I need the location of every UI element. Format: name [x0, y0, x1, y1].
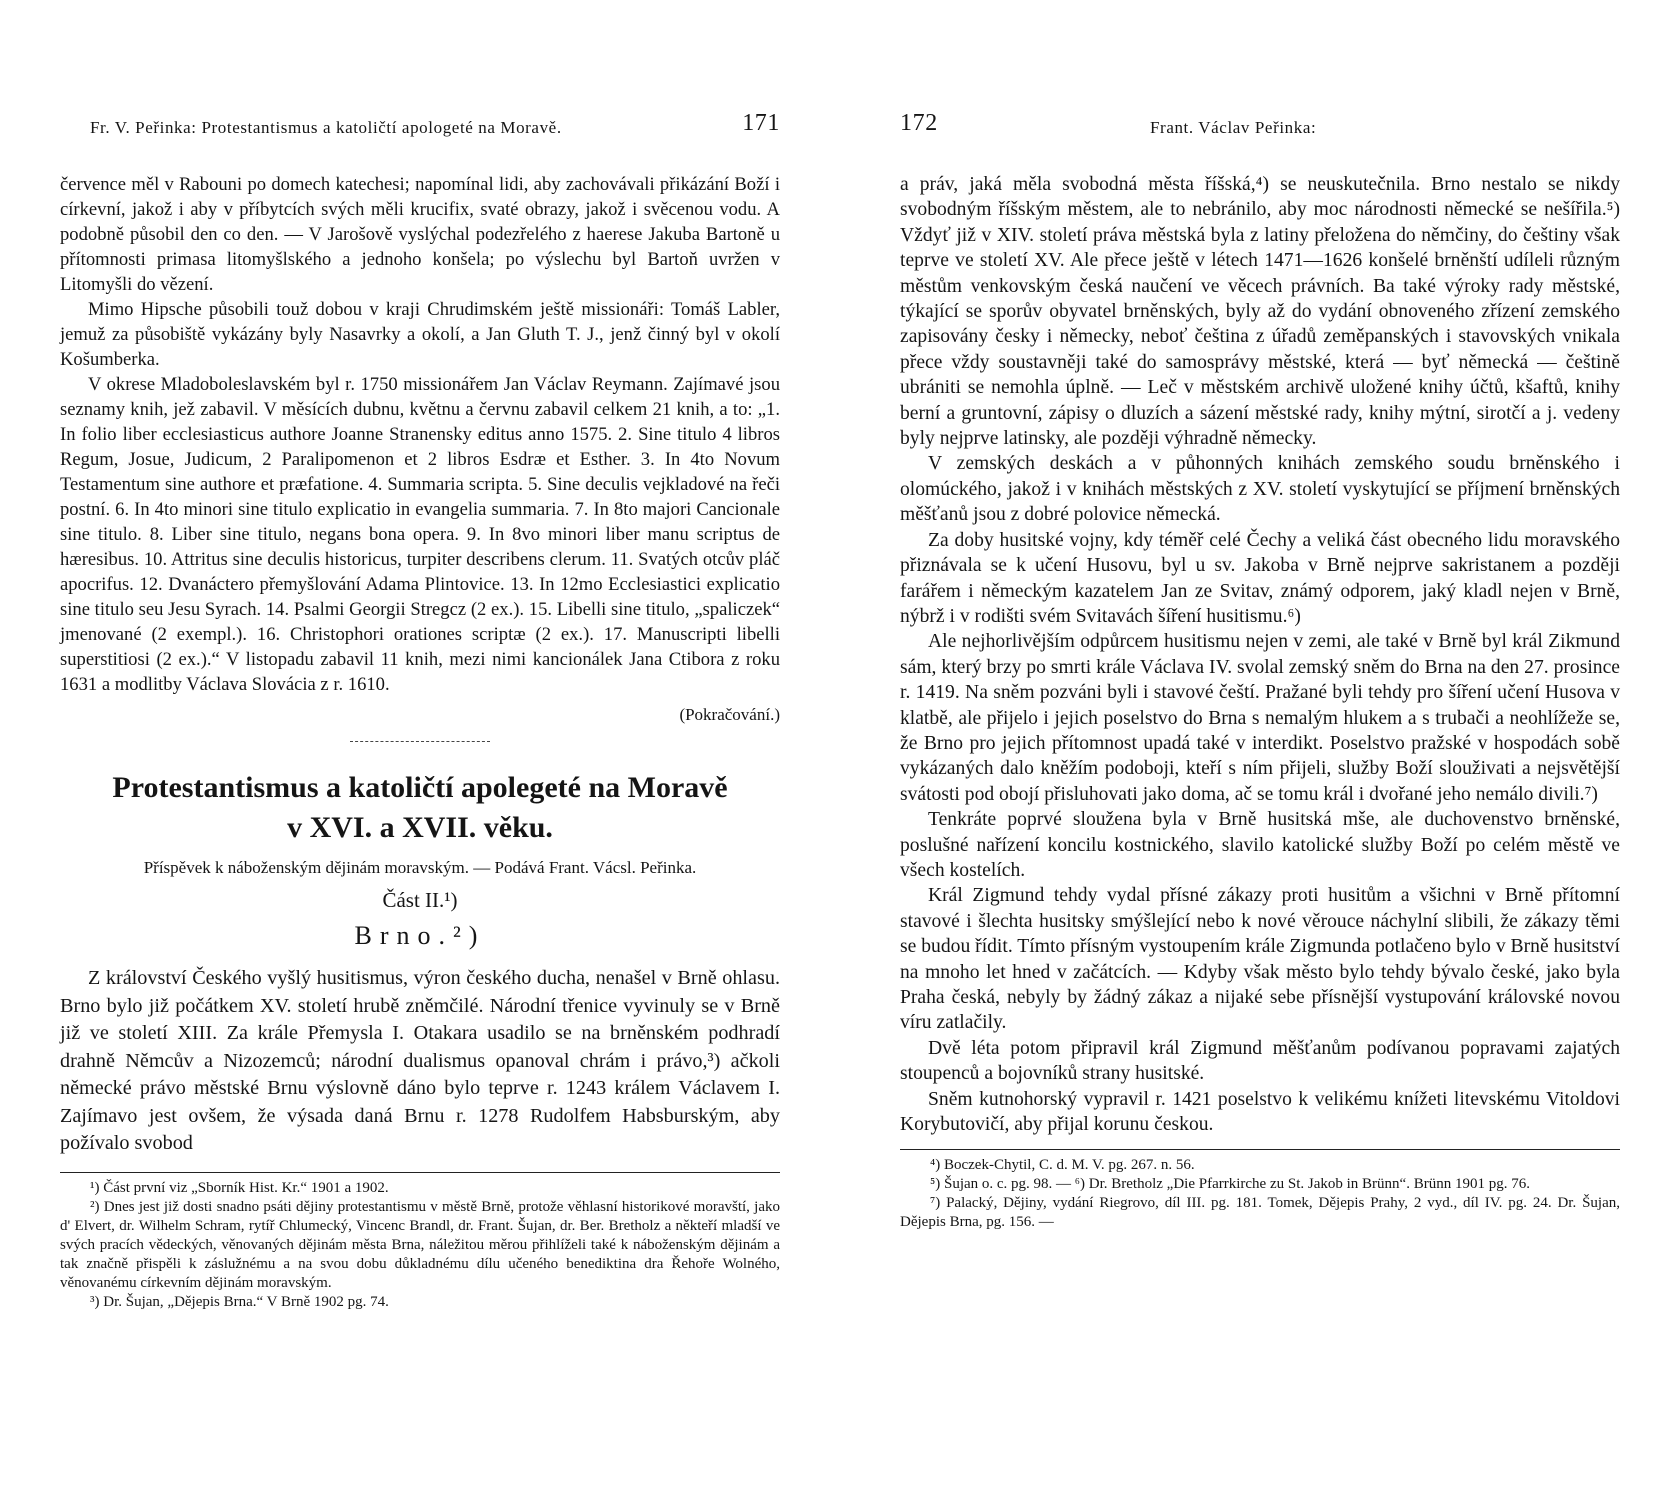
left-running-title: Fr. V. Peřinka: Protestantismus a katoličtí apologeté na Moravě.	[90, 118, 562, 137]
footnote: ⁵) Šujan o. c. pg. 98. — ⁶) Dr. Bretholz „Die Pfarrkirche zu St. Jakob in Brünn“. Brünn 1901 pg. 76.	[930, 1176, 1530, 1193]
footnote: ²) Dnes jest již dosti snadno psáti dějiny protestantismu v městě Brně, protože věhlasní historikové moravští, jako d' Elvert, dr. Wilhelm Schram, rytíř Chlumecký, Vincenc Brandl, dr. Frant. Šujan, dr. Ber. Bretholz a někteří mladší ve svých pracích vědeckých, věnovaných dějinám města Brna, náležitou měrou přihlíželi také k náboženským dějinám a tak značně přispěli k záslužnému a na svou dobu důkladnému dílu učeného benediktina dra Řehoře Wolného, věnovanému církevním dějinám moravským.	[60, 1198, 780, 1291]
left-running-head	[60, 110, 780, 150]
left-body	[60, 172, 780, 697]
right-running-head	[900, 110, 1620, 150]
article-place-heading: Brno.²)	[354, 921, 486, 950]
article-title-line1: Protestantismus a katoličtí apolegeté na Moravě	[112, 771, 728, 804]
article-part: Část II.¹)	[382, 888, 458, 912]
footnote: ⁴) Boczek-Chytil, C. d. M. V. pg. 267. n. 56.	[930, 1157, 1195, 1174]
right-paragraph: Sněm kutnohorský vypravil r. 1421 poselstvo k velikému knížeti litevskému Vitoldovi Korybutovičí, aby přijal korunu českou.	[900, 1088, 1620, 1136]
continuation-note: (Pokračování.)	[679, 705, 780, 724]
right-paragraph: Za doby husitské vojny, kdy téměř celé Čechy a veliká část obecného lidu moravského přiznávala se k učení Husovu, byl u sv. Jakoba v Brně nejprve sakristanem a později farářem i německým kazatelem Jan ze Svitav, známý odporem, jaký kladl nejen v Brně, nýbrž i v rodišti svém Svitavách šíření husitismu.⁶)	[900, 529, 1620, 627]
right-paragraph: V zemských deskách a v půhonných knihách zemského soudu brněnského i olomúckého, jakož i v knihách městských z XV. století vyskytující se příjmení brněnských měšťanů jsou z dobré polovice německá.	[900, 453, 1620, 526]
footnote: ¹) Část první viz „Sborník Hist. Kr.“ 1901 a 1902.	[90, 1179, 389, 1196]
right-footnotes	[900, 1149, 1620, 1232]
left-page	[60, 0, 780, 1500]
right-running-title: Frant. Václav Peřinka:	[1150, 118, 1317, 137]
right-paragraph: a práv, jaká měla svobodná města říšská,⁴) se neuskutečnila. Brno nestalo se nikdy svobodným říšským městem, ale to nebránilo, aby moc národnosti německé se nešířila.⁵) Vždyť již v XIV. století práva městská byla z latiny přeložena do němčiny, do češtiny však teprve ve století XV. Ale přece ještě v létech 1471—1626 konšelé brněnští udíleli různým městům venkovským česká naučení ve věcech právních. Ba také výroky rady městské, týkající se sporův obyvatel brněnských, byly až do vydání obnoveného zřízení zemského zapisovány česky i německy, neboť čeština z úřadů zeměpanských i stavovských vnikala přece vždy soustavněji také do samosprávy městské, která — byť německá — češtině ubrániti se nemohla úplně. — Leč v městském archivě uložené knihy účtů, kšaftů, knihy berní a gruntovní, zápisy o dluzích a sázení městské rady, knihy mýtní, sirotčí a j. vedeny byly nejprve latinsky, ale později výhradně německy.	[900, 174, 1620, 450]
article-title	[60, 768, 780, 848]
left-page-number: 171	[742, 110, 780, 136]
left-paragraph: V okrese Mladoboleslavském byl r. 1750 missionářem Jan Václav Reymann. Zajímavé jsou seznamy knih, jež zabavil. V měsících dubnu, květnu a červnu zabavil celkem 21 knih, a to: „1. In folio liber ecclesiasticus authore Joanne Stranensky editus anno 1575. 2. Sine titulo 4 libros Regum, Josue, Judicum, 2 Paralipomenon et 2 libros Esdræ et Esther. 3. In 4to Novum Testamentum sine authore et præfatione. 4. Summaria scripta. 5. Sine deculis vejkladové na řeči postní. 6. In 4to minori sine titulo explicatio in evangelia summaria. 7. In 8to majori Cancionale sine titulo. 8. Liber sine titulo, negans bona opera. 9. In 8vo minori liber manu scriptus de hæresibus. 10. Attritus sine deculis historicus, turpiter describens clerum. 11. Svatých otcův pláč apocrifus. 12. Dvanáctero přemyšlování Adama Plintovice. 13. In 12mo Ecclesiastici explicatio sine titulo seu Jesu Syrach. 14. Psalmi Georgii Stregcz (2 ex.). 15. Libelli sine titulo, „spaliczek“ jmenované (2 exempl.). 16. Christophori orationes scriptæ (2 ex.). 17. Manuscripti libelli superstitiosi (2 ex.).“ V listopadu zabavil 11 knih, mezi nimi kancionálek Jana Ctibora z roku 1631 a modlitby Václava Slovácia z r. 1610.	[60, 374, 780, 695]
section-separator	[350, 741, 490, 742]
article-paragraph: Z království Českého vyšlý husitismus, výron českého ducha, nenašel v Brně ohlasu. Brno bylo již počátkem XV. století hrubě zněmčilé. Národní třenice vyvinuly se v Brně již ve století XIII. Za krále Přemysla I. Otakara usadilo se na brněnském podhradí drahně Němcův a Nizozemců; národní dualismus opanoval chrám i právo,³) ačkoli německé právo městské Brnu výslovně dáno bylo teprve r. 1243 králem Václavem I. Zajímavo jest ovšem, že výsada daná Brnu r. 1278 Rudolfem Habsburským, aby požívalo svobod	[60, 967, 780, 1154]
article-subtitle: Příspěvek k náboženským dějinám moravským. — Podává Frant. Vácsl. Peřinka.	[143, 858, 697, 877]
right-body	[900, 172, 1620, 1137]
right-page	[900, 0, 1620, 1500]
right-page-number: 172	[900, 110, 938, 136]
right-paragraph: Král Zigmund tehdy vydal přísné zákazy proti husitům a všichni v Brně přítomní stavové i šlechta husitsky smýšlející nebo k nové věrouce náchylní slibili, že zákazy těmi se budou řídit. Tímto přísným vystoupením krále Zigmunda potlačeno bylo v Brně husitství na mnoho let hned v začátcích. — Kdyby však město bylo tehdy bývalo české, jako byla Praha česká, nebyly by žádný zákaz a nijaké sebe přísnější vystupování královské novou víru zatlačily.	[900, 885, 1620, 1034]
article-body	[60, 965, 780, 1158]
footnote: ⁷) Palacký, Dějiny, vydání Riegrovo, díl III. pg. 181. Tomek, Dějepis Prahy, 2 vyd., díl IV. pg. 24. Dr. Šujan, Dějepis Brna, pg. 156. —	[900, 1195, 1620, 1231]
right-paragraph: Tenkráte poprvé sloužena byla v Brně husitská mše, ale duchovenstvo brněnské, poslušné nařízení koncilu kostnického, slavilo katolické služby Boží po celém městě ve všech kostelích.	[900, 809, 1620, 881]
left-paragraph: července měl v Rabouni po domech katechesi; napomínal lidi, aby zachovávali přikázání Boží i církevní, jakož i aby v příbytcích svých měli krucifix, svaté obrazy, jakož i svěcenou vodu. A podobně působil den co den. — V Jarošově vyslýchal podezřelého z haerese Jakuba Bartoně u přítomnosti primasa litomyšlského a jednoho konšela; po výslechu byl Bartoň uvržen v Litomyšli do vězení.	[60, 174, 780, 295]
right-paragraph: Ale nejhorlivějším odpůrcem husitismu nejen v zemi, ale také v Brně byl král Zikmund sám, který brzy po smrti krále Václava IV. svolal zemský sněm do Brna na den 27. prosince r. 1419. Na sněm pozváni byli i stavové čeští. Pražané byli tehdy pro šíření učení Husova v klatbě, ale přijelo i jejich poselstvo do Brna s nemalým hlukem a s trubači a neohlížeže se, že Brno pro jejich přítomnost upadá také v interdikt. Poselstvo pražské v hospodách sobě vykázaných dalo kněžím podoboji, kteří s ním přijeli, služby Boží slouživati a nejsvětější svátosti pod obojí přisluhovati jako doma, ač se tomu král i dvořané jeho nemálo divili.⁷)	[900, 631, 1620, 805]
footnote: ³) Dr. Šujan, „Dějepis Brna.“ V Brně 1902 pg. 74.	[90, 1293, 389, 1310]
left-paragraph: Mimo Hipsche působili touž dobou v kraji Chrudimském ještě missionáři: Tomáš Labler, jemuž za působiště vykázány byly Nasavrky a okolí, a Jan Gluth T. J., jenž činný byl v okolí Košumberka.	[60, 299, 780, 370]
left-footnotes	[60, 1172, 780, 1312]
article-title-line2: v XVI. a XVII. věku.	[287, 811, 553, 844]
right-paragraph: Dvě léta potom připravil král Zigmund měšťanům podívanou popravami zajatých stoupenců a bojovníků strany husitské.	[900, 1037, 1620, 1085]
